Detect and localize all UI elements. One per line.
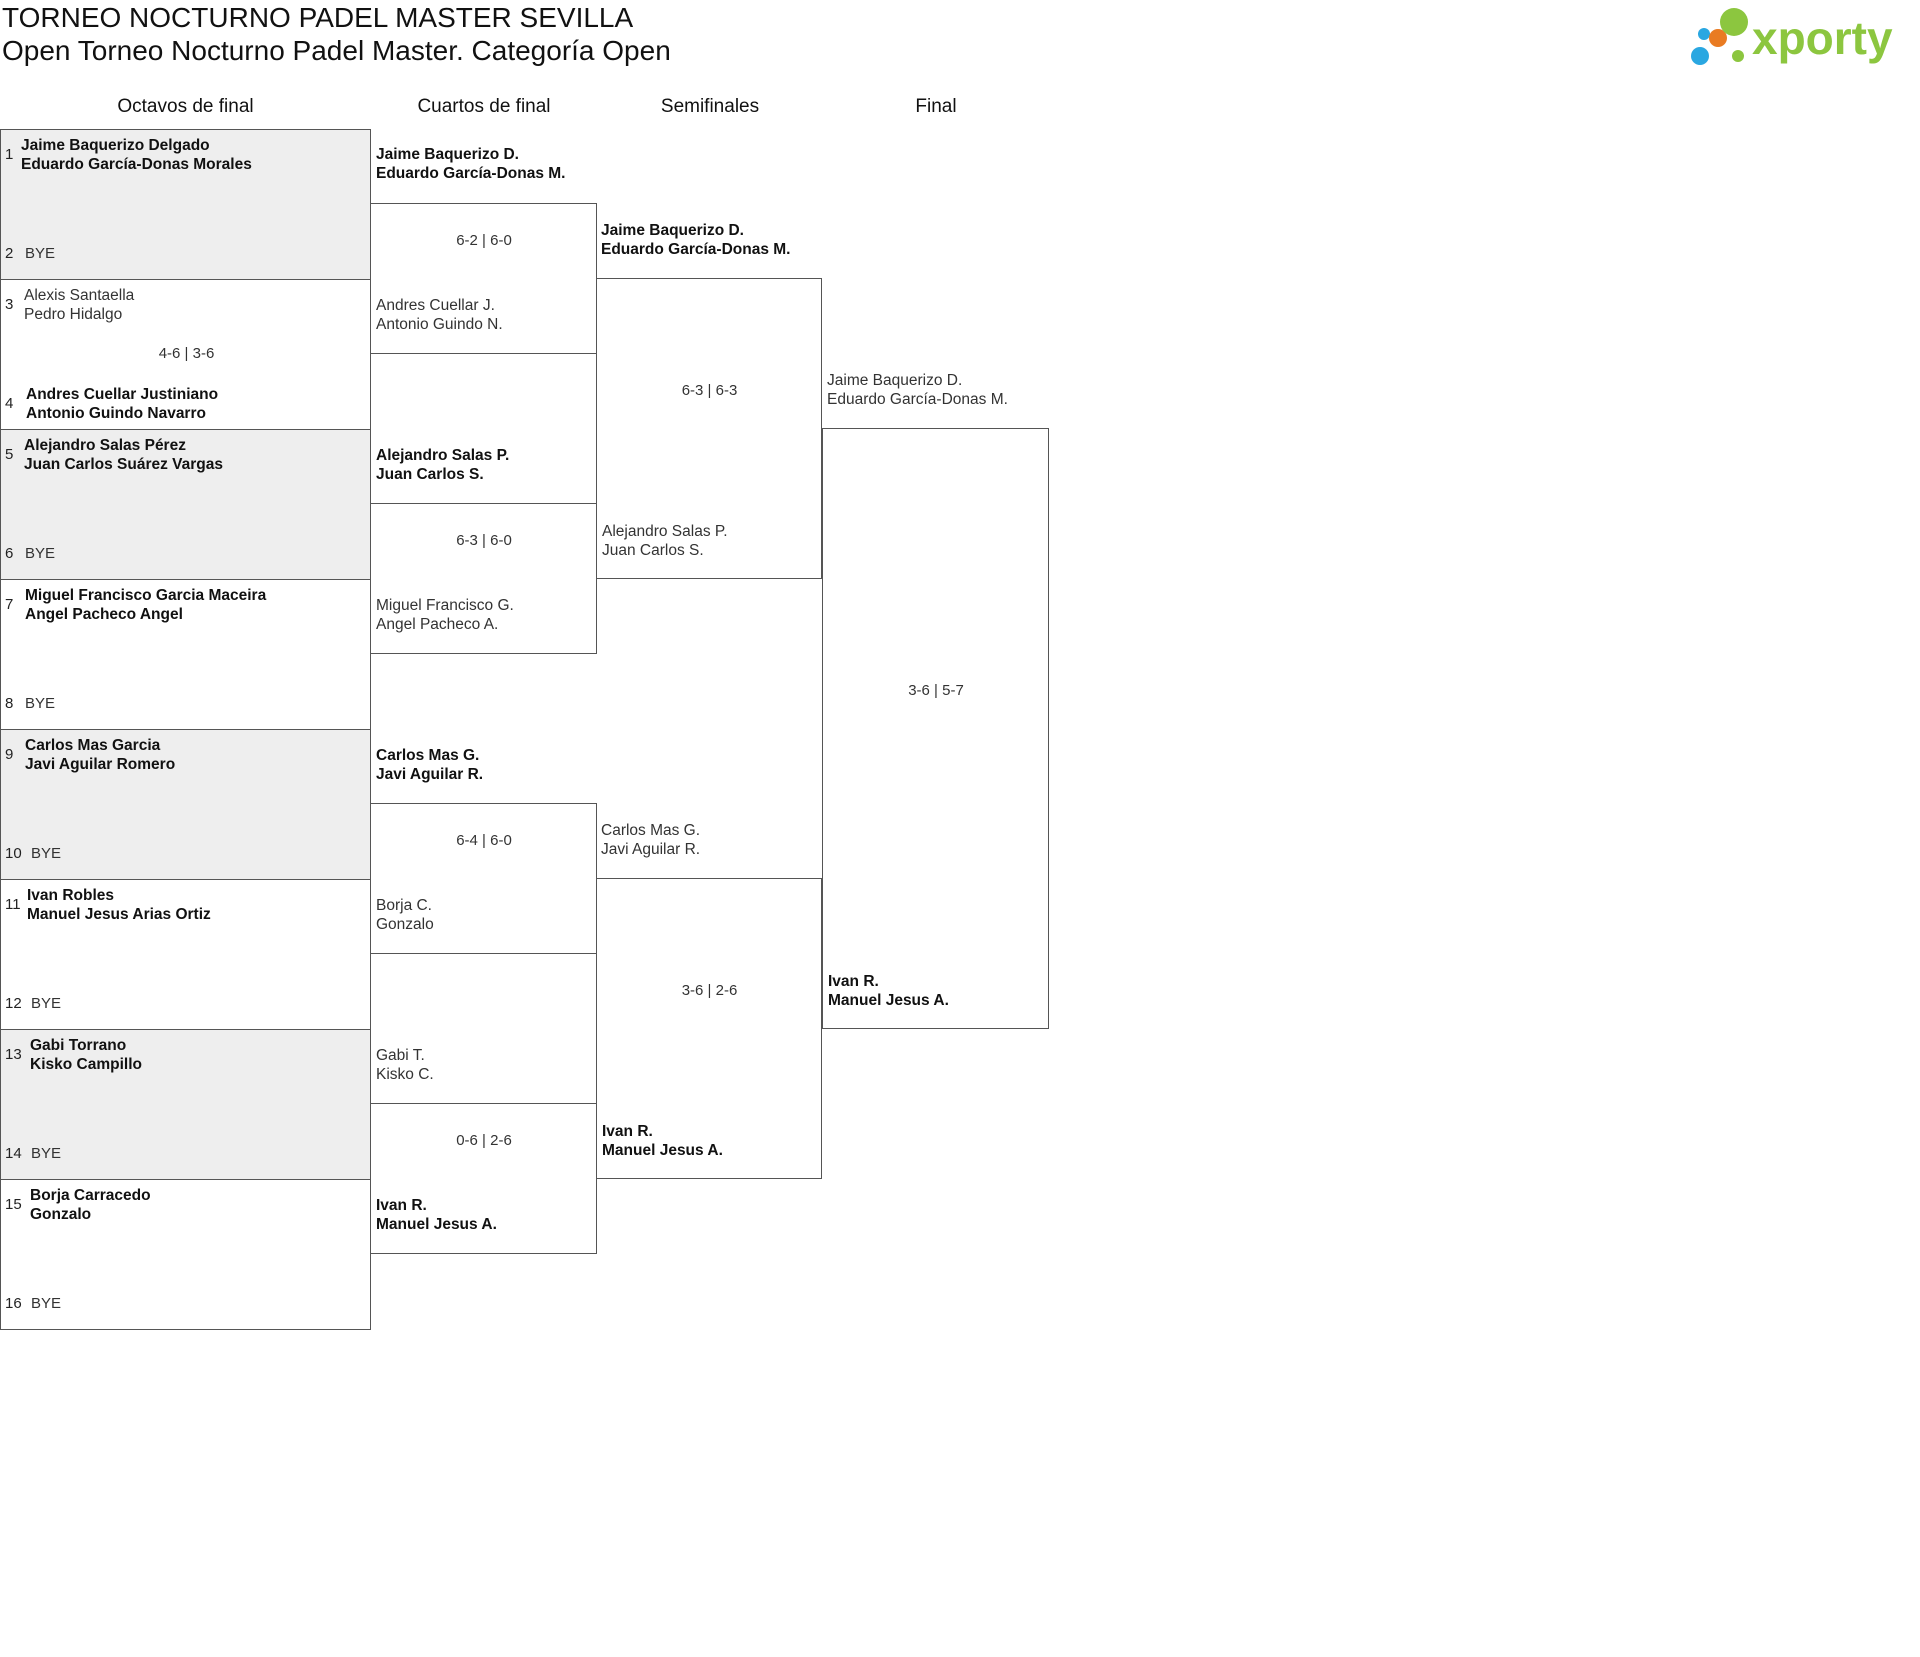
round-header-cuartos: Cuartos de final [417, 96, 551, 117]
team-player: Manuel Jesus A. [376, 1216, 497, 1233]
semis-2-team-a-player: Carlos Mas G. [601, 822, 701, 839]
cuartos-1-team-a-player: Jaime Baquerizo D. [376, 146, 519, 163]
round-header-octavos: Octavos de final [117, 96, 254, 117]
seed-number: 14 [5, 1145, 22, 1162]
tournament-title: TORNEO NOCTURNO PADEL MASTER SEVILLA [2, 2, 634, 33]
team-player: Juan Carlos S. [602, 542, 704, 559]
cuartos-match-4[interactable] [370, 1103, 597, 1254]
team-player: Antonio Guindo Navarro [26, 405, 206, 422]
cuartos-1-team-a-player: Eduardo García-Donas M. [376, 165, 566, 182]
bye-label: BYE [25, 545, 56, 562]
bye-label: BYE [31, 995, 62, 1012]
xporty-logo[interactable] [1690, 4, 1914, 70]
team-player: Miguel Francisco Garcia Maceira [25, 587, 267, 604]
cuartos-3-team-a-player: Carlos Mas G. [376, 747, 480, 764]
team-player: Kisko Campillo [30, 1056, 142, 1073]
team-player: Borja Carracedo [30, 1187, 151, 1204]
cuartos-4-team-a-player: Kisko C. [376, 1066, 434, 1083]
seed-number: 6 [5, 545, 14, 562]
team-player: Antonio Guindo N. [376, 316, 503, 333]
semis-1-team-a-player: Jaime Baquerizo D. [601, 222, 744, 239]
team-player: Andres Cuellar Justiniano [26, 386, 219, 403]
logo-dot-blue-small [1698, 28, 1710, 40]
team-player: Carlos Mas Garcia [25, 737, 161, 754]
semis-match-2[interactable] [596, 878, 822, 1179]
category-subtitle: Open Torneo Nocturno Padel Master. Categoría Open [2, 35, 671, 66]
logo-dot-blue [1691, 47, 1709, 65]
logo-dot-green-small [1732, 50, 1744, 62]
bye-label: BYE [31, 1295, 62, 1312]
team-player: Alejandro Salas P. [602, 523, 728, 540]
seed-number: 3 [5, 296, 14, 313]
match-score: 6-2 | 6-0 [456, 232, 512, 249]
seed-number: 15 [5, 1196, 22, 1213]
bye-label: BYE [31, 845, 62, 862]
seed-number: 8 [5, 695, 14, 712]
team-player: Ivan R. [602, 1123, 653, 1140]
semis-1-team-a-player: Eduardo García-Donas M. [601, 241, 791, 258]
final-team-a-player: Jaime Baquerizo D. [827, 372, 963, 389]
octavos-match-3[interactable] [0, 429, 371, 580]
match-score: 0-6 | 2-6 [456, 1132, 512, 1149]
seed-number: 12 [5, 995, 22, 1012]
team-player: Andres Cuellar J. [376, 297, 495, 314]
team-player: Pedro Hidalgo [24, 306, 123, 323]
cuartos-match-3[interactable] [370, 803, 597, 954]
octavos-match-5[interactable] [0, 729, 371, 880]
octavos-match-4[interactable] [0, 579, 371, 730]
team-player: Manuel Jesus A. [602, 1142, 723, 1159]
seed-number: 9 [5, 746, 14, 763]
octavos-match-1[interactable] [0, 129, 371, 280]
logo-text: xporty [1752, 12, 1893, 64]
octavos-match-6[interactable] [0, 879, 371, 1030]
team-player: Borja C. [376, 897, 432, 914]
match-score: 6-3 | 6-0 [456, 532, 512, 549]
match-score: 3-6 | 5-7 [908, 682, 964, 699]
round-header-semis: Semifinales [660, 96, 760, 117]
team-player: Juan Carlos Suárez Vargas [24, 456, 224, 473]
seed-number: 13 [5, 1046, 22, 1063]
team-player: Angel Pacheco A. [376, 616, 499, 633]
cuartos-3-team-a-player: Javi Aguilar R. [376, 766, 484, 783]
team-player: Miguel Francisco G. [376, 597, 514, 614]
seed-number: 16 [5, 1295, 22, 1312]
round-header-final: Final [915, 96, 957, 117]
semis-match-1[interactable] [596, 278, 822, 579]
team-player: Alejandro Salas Pérez [24, 437, 186, 454]
match-score: 6-3 | 6-3 [681, 382, 738, 399]
cuartos-2-team-a-player: Juan Carlos S. [376, 466, 484, 483]
seed-number: 11 [5, 896, 21, 913]
team-player: Gonzalo [376, 916, 434, 933]
team-player: Gonzalo [30, 1206, 92, 1223]
team-player: Gabi Torrano [30, 1037, 127, 1054]
team-player: Manuel Jesus A. [828, 992, 949, 1009]
team-player: Ivan Robles [27, 887, 114, 904]
bye-label: BYE [25, 695, 56, 712]
team-player: Javi Aguilar Romero [25, 756, 176, 773]
cuartos-4-team-a-player: Gabi T. [376, 1047, 425, 1064]
logo-dot-green [1720, 8, 1748, 36]
cuartos-match-1[interactable] [370, 203, 597, 354]
team-player: Ivan R. [376, 1197, 427, 1214]
team-player: Manuel Jesus Arias Ortiz [27, 906, 211, 923]
team-player: Angel Pacheco Angel [25, 606, 183, 623]
octavos-match-2[interactable] [0, 279, 371, 430]
octavos-match-7[interactable] [0, 1029, 371, 1180]
semis-2-team-a-player: Javi Aguilar R. [601, 841, 701, 858]
final-match[interactable] [822, 428, 1049, 1029]
team-player: Alexis Santaella [24, 287, 135, 304]
match-score: 3-6 | 2-6 [681, 982, 738, 999]
octavos-match-8[interactable] [0, 1179, 371, 1330]
seed-number: 5 [5, 446, 14, 463]
bye-label: BYE [31, 1145, 62, 1162]
match-score: 6-4 | 6-0 [456, 832, 512, 849]
match-score: 4-6 | 3-6 [158, 345, 215, 362]
seed-number: 10 [5, 845, 22, 862]
team-player: Eduardo García-Donas Morales [21, 156, 252, 173]
team-player: Ivan R. [828, 973, 879, 990]
seed-number: 7 [5, 596, 14, 613]
seed-number: 1 [5, 146, 14, 163]
final-team-a-player: Eduardo García-Donas M. [827, 391, 1008, 408]
cuartos-match-2[interactable] [370, 503, 597, 654]
seed-number: 2 [5, 245, 14, 262]
team-player: Jaime Baquerizo Delgado [21, 137, 210, 154]
bye-label: BYE [25, 245, 56, 262]
cuartos-2-team-a-player: Alejandro Salas P. [376, 447, 510, 464]
seed-number: 4 [5, 395, 14, 412]
